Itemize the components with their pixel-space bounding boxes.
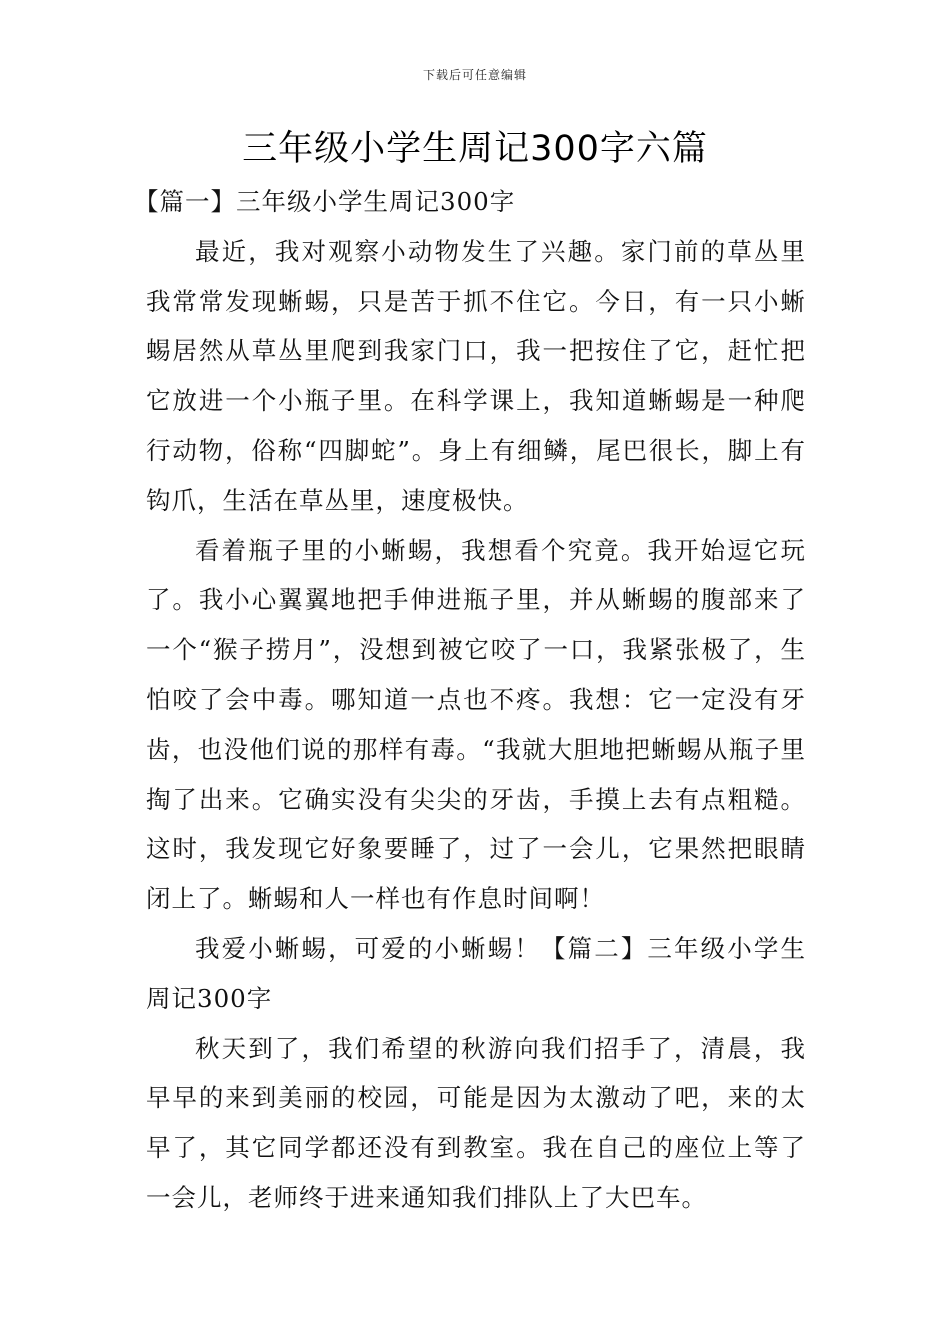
document-title: 三年级小学生周记300字六篇 [242,129,708,169]
paragraph: 最近，我对观察小动物发生了兴趣。家门前的草丛里我常常发现蜥蜴，只是苦于抓不住它。今日，有一只小蜥蜴居然从草丛里爬到我家门口，我一把按住了它，赶忙把它放进一个小瓶子里。在科学课上，我知道蜥蜴是一种爬行动物，俗称“四脚蛇”。身上有细鳞，尾巴很长，脚上有钩爪，生活在草丛里，速度极快。 [146,236,806,515]
header-note: 下载后可任意编辑 [422,68,527,82]
section-heading: 【篇一】三年级小学生周记300字 [134,187,516,216]
paragraph: 秋天到了，我们希望的秋游向我们招手了，清晨，我早早的来到美丽的校园，可能是因为太激动了吧，来的太早了，其它同学都还没有到教室。我在自己的座位上等了一会儿，老师终于进来通知我们排队上了大巴车。 [146,1033,806,1212]
document-body [134,177,806,1223]
paragraph: 我爱小蜥蜴，可爱的小蜥蜴！【篇二】三年级小学生周记300字 [146,933,806,1013]
paragraph: 看着瓶子里的小蜥蜴，我想看个究竟。我开始逗它玩了。我小心翼翼地把手伸进瓶子里，并从蜥蜴的腹部来了一个“猴子捞月”，没想到被它咬了一口，我紧张极了，生怕咬了会中毒。哪知道一点也不疼。我想：它一定没有牙齿，也没他们说的那样有毒。“我就大胆地把蜥蜴从瓶子里掏了出来。它确实没有尖尖的牙齿，手摸上去有点粗糙。这时，我发现它好象要睡了，过了一会儿，它果然把眼睛闭上了。蜥蜴和人一样也有作息时间啊！ [146,535,806,914]
